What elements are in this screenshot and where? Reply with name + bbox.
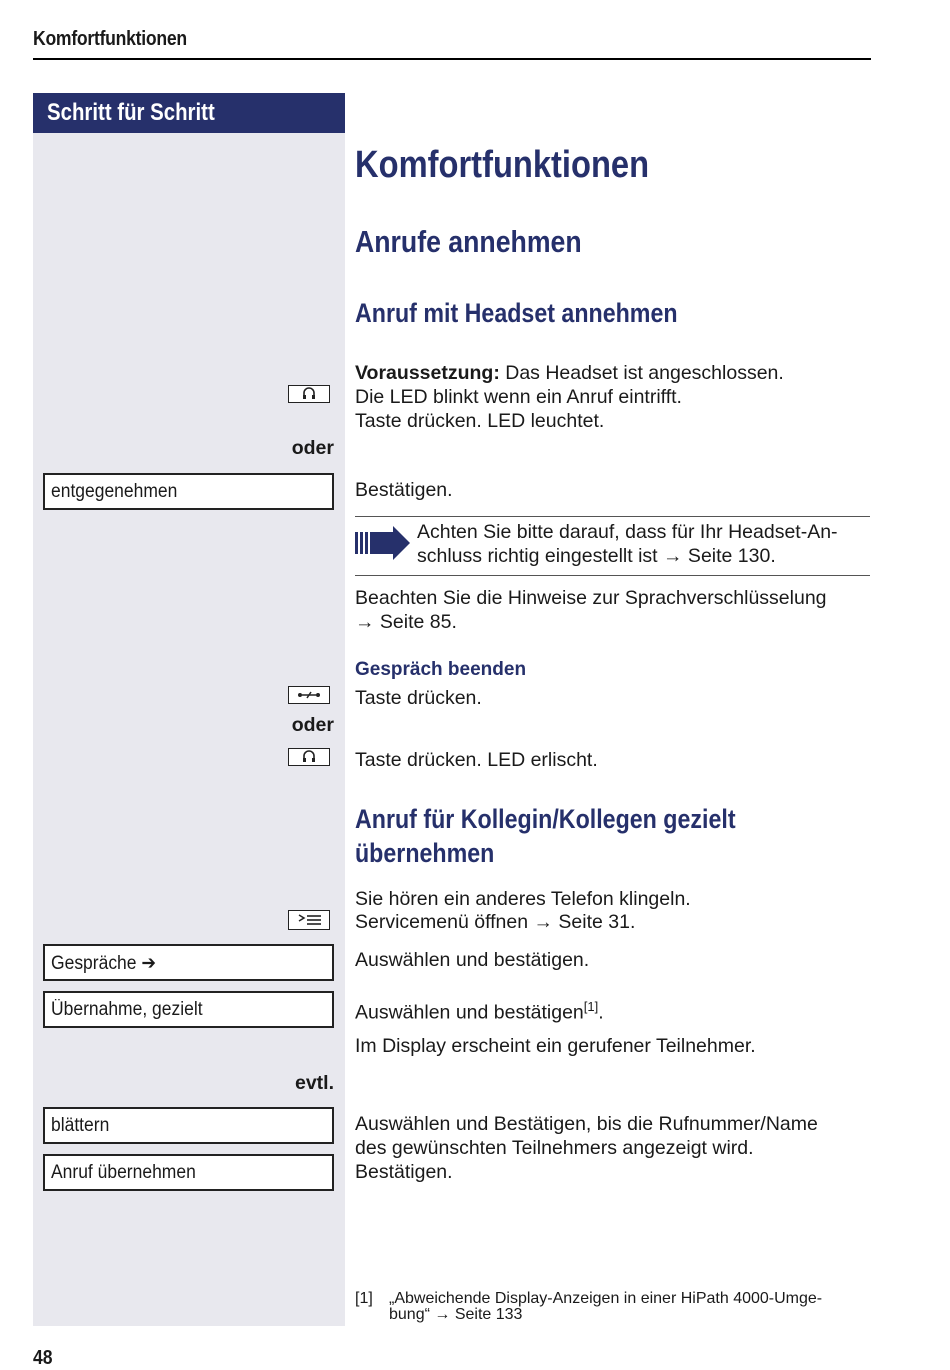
- footnote-line-2: bung“ → Seite 133: [389, 1306, 523, 1323]
- display-shows-text: Im Display erscheint ein gerufener Teilnehmer.: [355, 1035, 756, 1057]
- confirm-text-2: Bestätigen.: [355, 1161, 453, 1183]
- section-title: Anrufe annehmen: [355, 224, 582, 259]
- menu-option-label: Anruf übernehmen: [51, 1162, 196, 1183]
- release-key-icon: [297, 690, 321, 700]
- page-title: Komfortfunktionen: [355, 144, 650, 186]
- menu-option-label: entgegenehmen: [51, 481, 178, 502]
- footnote-marker: [1]: [355, 1290, 373, 1307]
- note-rule-bottom: [355, 575, 870, 576]
- prerequisite-text: Voraussetzung: Das Headset ist angeschlossen.: [355, 362, 784, 384]
- menu-option-blaettern[interactable]: [43, 1107, 334, 1144]
- other-phone-ringing-text: Sie hören ein anderes Telefon klingeln.: [355, 888, 691, 910]
- note-arrow-icon: [355, 526, 411, 560]
- page-number: 48: [33, 1347, 53, 1369]
- service-menu-text: Servicemenü öffnen → Seite 31.: [355, 911, 636, 933]
- confirm-text-1: Bestätigen.: [355, 479, 453, 501]
- menu-option-entgegennehmen[interactable]: [43, 473, 334, 510]
- note-rule-top: [355, 516, 870, 517]
- subsection-title-headset: Anruf mit Headset annehmen: [355, 298, 678, 328]
- sidebar-title: Schritt für Schritt: [47, 99, 215, 126]
- end-call-heading: Gespräch beenden: [355, 659, 527, 680]
- running-header: Komfortfunktionen: [33, 28, 187, 50]
- service-menu-key[interactable]: [288, 910, 330, 930]
- headset-key-icon: [302, 750, 316, 764]
- footnote-reference: [1]: [583, 999, 599, 1014]
- menu-option-gespraeche[interactable]: [43, 944, 334, 981]
- release-key[interactable]: [288, 686, 330, 704]
- headset-key-2[interactable]: [288, 748, 330, 766]
- scroll-instruction-line-2: des gewünschten Teilnehmers angezeigt wird.: [355, 1137, 754, 1159]
- subsection-title-pickup: [355, 802, 736, 870]
- subsection-title-pickup-line-2: übernehmen: [355, 838, 495, 868]
- key-press-text: Taste drücken.: [355, 687, 482, 709]
- sidebar-title-bar: [33, 93, 345, 133]
- note-line-2: schluss richtig eingestellt ist → Seite 130.: [417, 545, 776, 567]
- menu-option-uebernahme-gezielt[interactable]: [43, 991, 334, 1028]
- menu-option-anruf-uebernehmen[interactable]: [43, 1154, 334, 1191]
- headset-key-icon: [302, 387, 316, 401]
- menu-option-label: Übernahme, gezielt: [51, 999, 203, 1020]
- key-press-led-off-text: Taste drücken. LED erlischt.: [355, 749, 598, 771]
- encryption-hint-line-1: Beachten Sie die Hinweise zur Sprachverschlüsselung: [355, 587, 827, 609]
- key-press-led-on-text: Taste drücken. LED leuchtet.: [355, 410, 605, 432]
- subsection-title-pickup-line-1: Anruf für Kollegin/Kollegen gezielt: [355, 804, 736, 834]
- menu-option-label: blättern: [51, 1115, 110, 1136]
- headset-key[interactable]: [288, 385, 330, 403]
- header-rule: [33, 58, 871, 60]
- footnote-line-1: „Abweichende Display-Anzeigen in einer HiPath 4000-Umge-: [389, 1290, 823, 1307]
- oder-label-2: oder: [291, 714, 334, 736]
- evtl-label: evtl.: [294, 1072, 334, 1094]
- menu-option-label: Gespräche ➔: [51, 953, 157, 974]
- service-menu-key-icon: [295, 913, 323, 927]
- oder-label-1: oder: [291, 437, 334, 459]
- scroll-instruction-line-1: Auswählen und Bestätigen, bis die Rufnummer/Name: [355, 1113, 818, 1135]
- select-confirm-text-1: Auswählen und bestätigen.: [355, 949, 590, 971]
- note-line-1: Achten Sie bitte darauf, dass für Ihr Headset-An-: [417, 521, 838, 543]
- select-confirm-text-2: Auswählen und bestätigen[1].: [355, 999, 604, 1024]
- led-blink-text: Die LED blinkt wenn ein Anruf eintrifft.: [355, 386, 682, 408]
- encryption-hint-line-2: → Seite 85.: [355, 611, 457, 633]
